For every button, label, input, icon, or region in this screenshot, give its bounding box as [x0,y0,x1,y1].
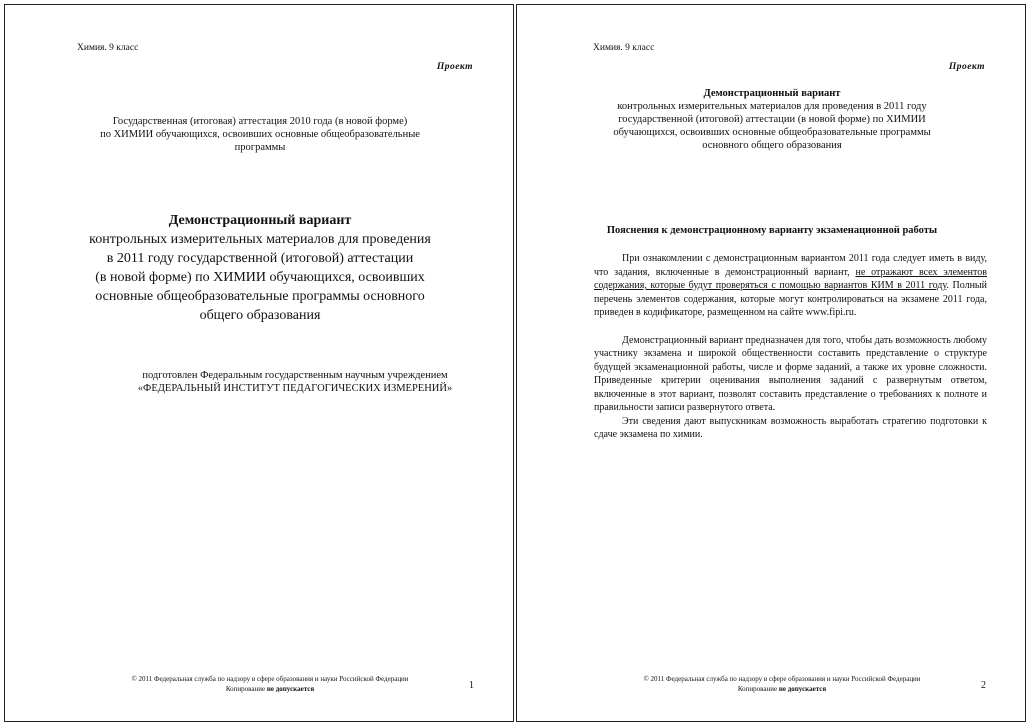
demo-title: Демонстрационный вариант [168,213,352,228]
para1-end: . Полный перечень элементов содержания, которые могут контролироваться на экзамене 2011 года, приведен в кодификаторе, размещенном на сайте www.fipi.ru. [594,280,987,318]
footer-copyright: © 2011 Федеральная служба по надзору в сфере образования и науки Российской Федерации [643,675,921,683]
header-subject: Химия. 9 класс [593,43,655,53]
demo-title-block [35,211,485,325]
header-subject: Химия. 9 класс [77,43,139,53]
prepared-by-block [105,369,485,395]
footer-copy-prefix: Копирование [225,685,267,693]
footer-copy-bold: не допускается [266,685,315,693]
paragraph-1 [594,252,987,320]
demo-line: контрольных измерительных материалов для проведения [89,232,431,247]
document-page-2 [516,4,1026,722]
title-line: государственной (итоговой) аттестации (в новой форме) по ХИМИИ [618,114,926,125]
footer-copyright: © 2011 Федеральная служба по надзору в сфере образования и науки Российской Федерации [131,675,409,683]
explanation-body [594,252,987,442]
footer [105,674,435,694]
title-block [557,87,987,152]
attestation-block [45,115,475,154]
footer-copy-prefix: Копирование [737,685,779,693]
para1-underlined: не отражают всех элементов содержания, которые будут проверяться с помощью вариантов КИМ в 2011 году [594,266,987,291]
document-page-1 [4,4,514,722]
footer-copying [617,684,947,694]
header-project-label: Проект [948,62,985,72]
title-line: обучающихся, освоивших основные общеобразовательные программы [613,127,931,138]
page-number: 1 [469,680,474,691]
attestation-line: Государственная (итоговая) аттестация 2010 года (в новой форме) [112,116,408,127]
paragraph-2: Демонстрационный вариант предназначен для того, чтобы дать возможность любому участнику экзамена и широкой общественности составить представление о структуре будущей экзаменационной работы, числе и форме заданий, а также их уровне сложности. Приведенные критерии оценивания выполнения заданий с развернутым ответом, включенные в этот вариант, позволят составить представление о требованиях к полноте и правильности записи развернутого ответа. [594,334,987,413]
explain-heading: Пояснения к демонстрационному варианту экзаменационной работы [606,225,938,236]
demo-line: основные общеобразовательные программы основного [95,289,425,304]
footer-copy-bold: не допускается [778,685,827,693]
demo-line: (в новой форме) по ХИМИИ обучающихся, освоивших [95,270,425,285]
title-line: контрольных измерительных материалов для проведения в 2011 году [617,101,927,112]
attestation-line: программы [234,142,286,153]
title-line: основного общего образования [702,140,842,151]
footer-copying [105,684,435,694]
paragraph-3: Эти сведения дают выпускникам возможность выработать стратегию подготовки к сдаче экзамена по химии. [594,415,987,440]
demo-line: в 2011 году государственной (итоговой) аттестации [106,251,414,266]
prepared-line: «ФЕДЕРАЛЬНЫЙ ИНСТИТУТ ПЕДАГОГИЧЕСКИХ ИЗМЕРЕНИЙ» [137,383,453,394]
title-bold: Демонстрационный вариант [703,88,841,99]
para1-start: При ознакомлении с демонстрационным вариантом 2011 года следует иметь в виду, что задания, включенные в демонстрационный вариант, [594,253,987,278]
attestation-line: по ХИМИИ обучающихся, освоивших основные общеобразовательные [100,129,420,140]
page-number: 2 [981,680,986,691]
prepared-line: подготовлен Федеральным государственным научным учреждением [142,370,448,381]
header-project-label: Проект [436,62,473,72]
footer [617,674,947,694]
demo-line: общего образования [199,308,321,323]
